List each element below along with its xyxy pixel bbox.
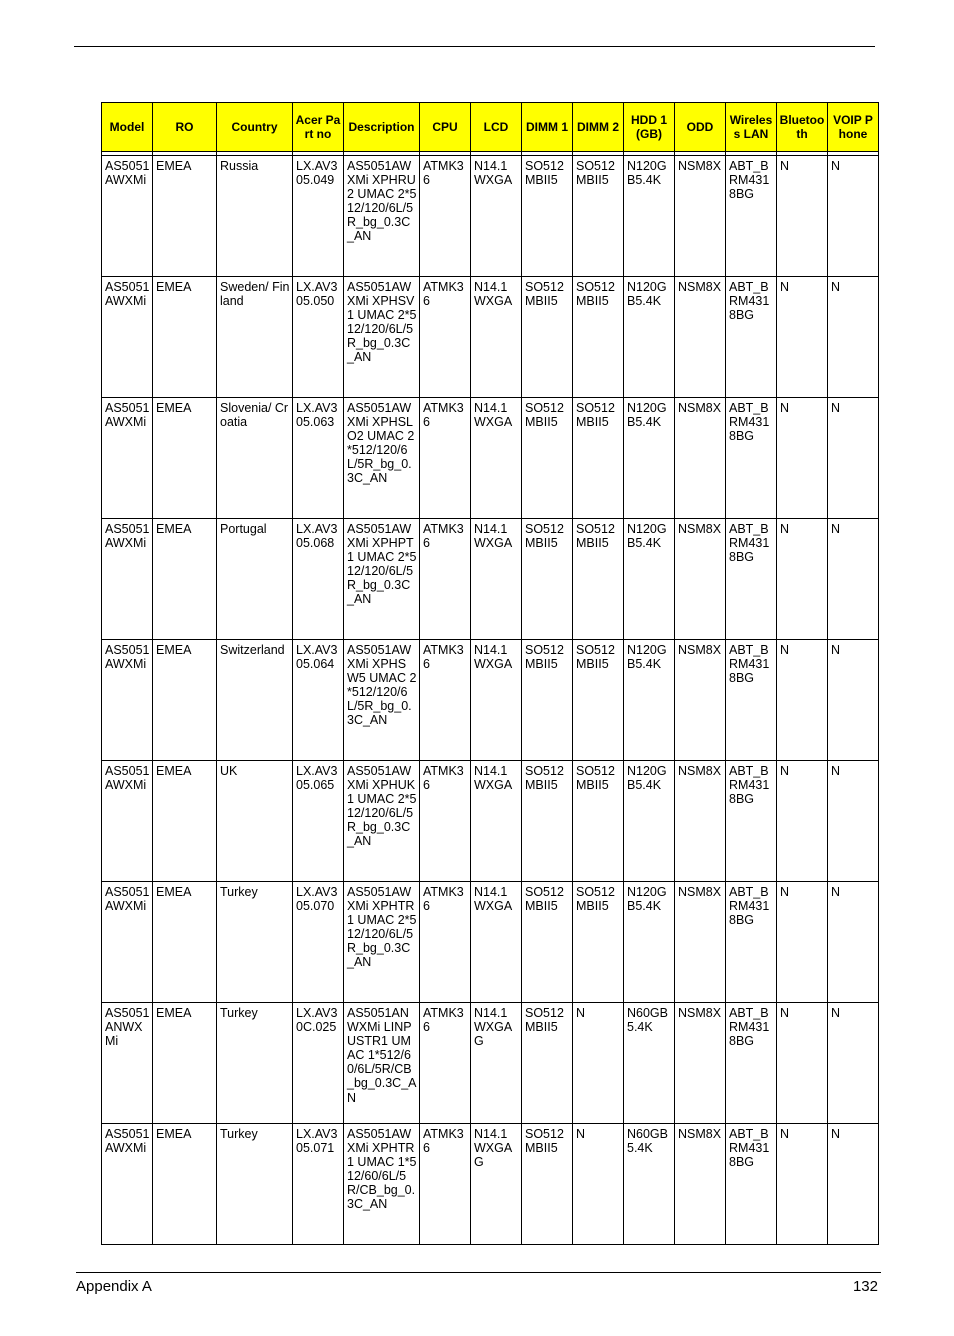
- table-cell: LX.AV305.064: [293, 640, 344, 761]
- table-cell: AS5051ANWXMi LINPUSTR1 UMAC 1*512/60/6L/5R/CB_bg_0.3C_AN: [344, 1003, 420, 1124]
- table-cell: ATMK36: [420, 761, 471, 882]
- table-cell: ATMK36: [420, 277, 471, 398]
- table-cell: N: [777, 156, 828, 277]
- table-cell: SO512MBII5: [522, 882, 573, 1003]
- column-header: RO: [153, 103, 217, 152]
- table-cell: SO512MBII5: [522, 640, 573, 761]
- table-cell: Sweden/ Finland: [217, 277, 293, 398]
- table-cell: AS5051AWXMi XPHSLO2 UMAC 2*512/120/6L/5R_bg_0.3C_AN: [344, 398, 420, 519]
- table-cell: N: [777, 882, 828, 1003]
- table-cell: SO512MBII5: [573, 398, 624, 519]
- table-cell: ABT_BRM4318BG: [726, 1003, 777, 1124]
- table-cell: N: [573, 1003, 624, 1124]
- table-cell: LX.AV305.063: [293, 398, 344, 519]
- table-cell: N: [777, 761, 828, 882]
- table-cell: AS5051AWXMi XPHPT1 UMAC 2*512/120/6L/5R_bg_0.3C_AN: [344, 519, 420, 640]
- table-cell: EMEA: [153, 519, 217, 640]
- table-cell: EMEA: [153, 398, 217, 519]
- table-cell: AS5051AWXMi XPHTR1 UMAC 2*512/120/6L/5R_bg_0.3C_AN: [344, 882, 420, 1003]
- table-cell: N14.1WXGA: [471, 882, 522, 1003]
- column-header: Description: [344, 103, 420, 152]
- footer-rule: [76, 1272, 881, 1273]
- table-cell: Russia: [217, 156, 293, 277]
- table-cell: N14.1WXGA: [471, 640, 522, 761]
- table-cell: AS5051ANWXMi: [102, 1003, 153, 1124]
- table-cell: ABT_BRM4318BG: [726, 519, 777, 640]
- table-cell: N: [573, 1124, 624, 1245]
- table-cell: NSM8X: [675, 640, 726, 761]
- table-cell: AS5051AWXMi XPHTR1 UMAC 1*512/60/6L/5R/CB_bg_0.3C_AN: [344, 1124, 420, 1245]
- table-body: [102, 156, 879, 1245]
- table-cell: N120GB5.4K: [624, 761, 675, 882]
- table-cell: N120GB5.4K: [624, 882, 675, 1003]
- table-row: [102, 519, 879, 640]
- table-cell: Turkey: [217, 1124, 293, 1245]
- table-cell: N: [777, 1124, 828, 1245]
- table-cell: LX.AV305.050: [293, 277, 344, 398]
- table-cell: N: [828, 519, 879, 640]
- table-cell: N60GB5.4K: [624, 1003, 675, 1124]
- table-cell: Switzerland: [217, 640, 293, 761]
- table-cell: AS5051AWXMi: [102, 398, 153, 519]
- table-cell: N: [828, 1003, 879, 1124]
- parts-table: [101, 102, 879, 1245]
- table-cell: N14.1WXGA: [471, 277, 522, 398]
- table-cell: N: [777, 277, 828, 398]
- table-cell: NSM8X: [675, 156, 726, 277]
- table-cell: AS5051AWXMi XPHRU2 UMAC 2*512/120/6L/5R_bg_0.3C_AN: [344, 156, 420, 277]
- table-cell: SO512MBII5: [573, 882, 624, 1003]
- table-cell: ABT_BRM4318BG: [726, 156, 777, 277]
- footer-section-label: Appendix A: [76, 1278, 152, 1295]
- table-cell: ABT_BRM4318BG: [726, 1124, 777, 1245]
- table-cell: N: [777, 640, 828, 761]
- table-cell: N14.1WXGA: [471, 761, 522, 882]
- table-cell: LX.AV305.065: [293, 761, 344, 882]
- table-cell: EMEA: [153, 1003, 217, 1124]
- table-cell: AS5051AWXMi XPHUK1 UMAC 2*512/120/6L/5R_bg_0.3C_AN: [344, 761, 420, 882]
- table-cell: N14.1WXGA: [471, 519, 522, 640]
- table-cell: UK: [217, 761, 293, 882]
- table-cell: EMEA: [153, 1124, 217, 1245]
- table-cell: N14.1WXGAG: [471, 1124, 522, 1245]
- table-cell: ATMK36: [420, 640, 471, 761]
- table-row: [102, 1003, 879, 1124]
- table-cell: Portugal: [217, 519, 293, 640]
- table-cell: SO512MBII5: [522, 1124, 573, 1245]
- table-row: [102, 277, 879, 398]
- table-cell: LX.AV305.049: [293, 156, 344, 277]
- column-header: DIMM 2: [573, 103, 624, 152]
- table-cell: SO512MBII5: [573, 277, 624, 398]
- table-cell: SO512MBII5: [522, 398, 573, 519]
- column-header: VOIP Phone: [828, 103, 879, 152]
- table-cell: LX.AV305.071: [293, 1124, 344, 1245]
- table-row: [102, 761, 879, 882]
- table-cell: N120GB5.4K: [624, 519, 675, 640]
- table-cell: AS5051AWXMi: [102, 882, 153, 1003]
- table-cell: LX.AV305.068: [293, 519, 344, 640]
- table-row: [102, 398, 879, 519]
- table-cell: AS5051AWXMi: [102, 640, 153, 761]
- table-row: [102, 640, 879, 761]
- table-cell: N: [828, 1124, 879, 1245]
- table-cell: NSM8X: [675, 398, 726, 519]
- table-cell: AS5051AWXMi XPHSV1 UMAC 2*512/120/6L/5R_bg_0.3C_AN: [344, 277, 420, 398]
- table-row: [102, 156, 879, 277]
- table-cell: N: [828, 398, 879, 519]
- table-cell: ATMK36: [420, 1124, 471, 1245]
- table-cell: NSM8X: [675, 882, 726, 1003]
- column-header: Bluetooth: [777, 103, 828, 152]
- table-cell: EMEA: [153, 761, 217, 882]
- table-cell: SO512MBII5: [573, 156, 624, 277]
- table-cell: AS5051AWXMi XPHSW5 UMAC 2*512/120/6L/5R_bg_0.3C_AN: [344, 640, 420, 761]
- table-cell: N: [828, 882, 879, 1003]
- table-cell: LX.AV30C.025: [293, 1003, 344, 1124]
- table-cell: NSM8X: [675, 761, 726, 882]
- table-cell: SO512MBII5: [522, 761, 573, 882]
- table-cell: NSM8X: [675, 1124, 726, 1245]
- table-cell: N120GB5.4K: [624, 398, 675, 519]
- table-row: [102, 882, 879, 1003]
- table-cell: Turkey: [217, 882, 293, 1003]
- table-cell: ABT_BRM4318BG: [726, 882, 777, 1003]
- footer-page-number: 132: [852, 1278, 878, 1295]
- table-cell: SO512MBII5: [573, 761, 624, 882]
- table-cell: EMEA: [153, 156, 217, 277]
- table-cell: N120GB5.4K: [624, 640, 675, 761]
- table-header-row: [102, 103, 879, 152]
- column-header: CPU: [420, 103, 471, 152]
- table-cell: LX.AV305.070: [293, 882, 344, 1003]
- table-cell: ATMK36: [420, 1003, 471, 1124]
- table-cell: Slovenia/ Croatia: [217, 398, 293, 519]
- column-header: ODD: [675, 103, 726, 152]
- table-cell: N: [828, 761, 879, 882]
- table-cell: ATMK36: [420, 156, 471, 277]
- table-cell: NSM8X: [675, 519, 726, 640]
- table-cell: N: [777, 519, 828, 640]
- column-header: DIMM 1: [522, 103, 573, 152]
- column-header: LCD: [471, 103, 522, 152]
- table-cell: EMEA: [153, 640, 217, 761]
- table-cell: EMEA: [153, 277, 217, 398]
- table-cell: ABT_BRM4318BG: [726, 640, 777, 761]
- table-cell: ATMK36: [420, 882, 471, 1003]
- table-row: [102, 1124, 879, 1245]
- table-cell: N120GB5.4K: [624, 277, 675, 398]
- table-cell: N: [828, 640, 879, 761]
- table-cell: ABT_BRM4318BG: [726, 398, 777, 519]
- column-header: Acer Part no: [293, 103, 344, 152]
- table-cell: N60GB5.4K: [624, 1124, 675, 1245]
- column-header: Wireless LAN: [726, 103, 777, 152]
- table-cell: NSM8X: [675, 277, 726, 398]
- table-cell: N14.1WXGA: [471, 156, 522, 277]
- table-cell: N: [828, 156, 879, 277]
- table-cell: ATMK36: [420, 519, 471, 640]
- column-header: Country: [217, 103, 293, 152]
- table-cell: AS5051AWXMi: [102, 519, 153, 640]
- table-cell: N120GB5.4K: [624, 156, 675, 277]
- table-cell: N14.1WXGA: [471, 398, 522, 519]
- table-cell: SO512MBII5: [522, 519, 573, 640]
- table-cell: AS5051AWXMi: [102, 277, 153, 398]
- table-cell: SO512MBII5: [522, 156, 573, 277]
- header-rule: [74, 46, 875, 47]
- table-cell: AS5051AWXMi: [102, 1124, 153, 1245]
- table-cell: SO512MBII5: [573, 519, 624, 640]
- table-cell: SO512MBII5: [522, 277, 573, 398]
- column-header: HDD 1 (GB): [624, 103, 675, 152]
- table-cell: N: [777, 1003, 828, 1124]
- table-cell: ABT_BRM4318BG: [726, 761, 777, 882]
- table-cell: N14.1WXGAG: [471, 1003, 522, 1124]
- table-cell: AS5051AWXMi: [102, 156, 153, 277]
- column-header: Model: [102, 103, 153, 152]
- table-cell: AS5051AWXMi: [102, 761, 153, 882]
- table-cell: SO512MBII5: [573, 640, 624, 761]
- table-cell: EMEA: [153, 882, 217, 1003]
- table-cell: NSM8X: [675, 1003, 726, 1124]
- table-cell: N: [777, 398, 828, 519]
- table-cell: Turkey: [217, 1003, 293, 1124]
- table-cell: N: [828, 277, 879, 398]
- table-cell: SO512MBII5: [522, 1003, 573, 1124]
- table-cell: ABT_BRM4318BG: [726, 277, 777, 398]
- table-cell: ATMK36: [420, 398, 471, 519]
